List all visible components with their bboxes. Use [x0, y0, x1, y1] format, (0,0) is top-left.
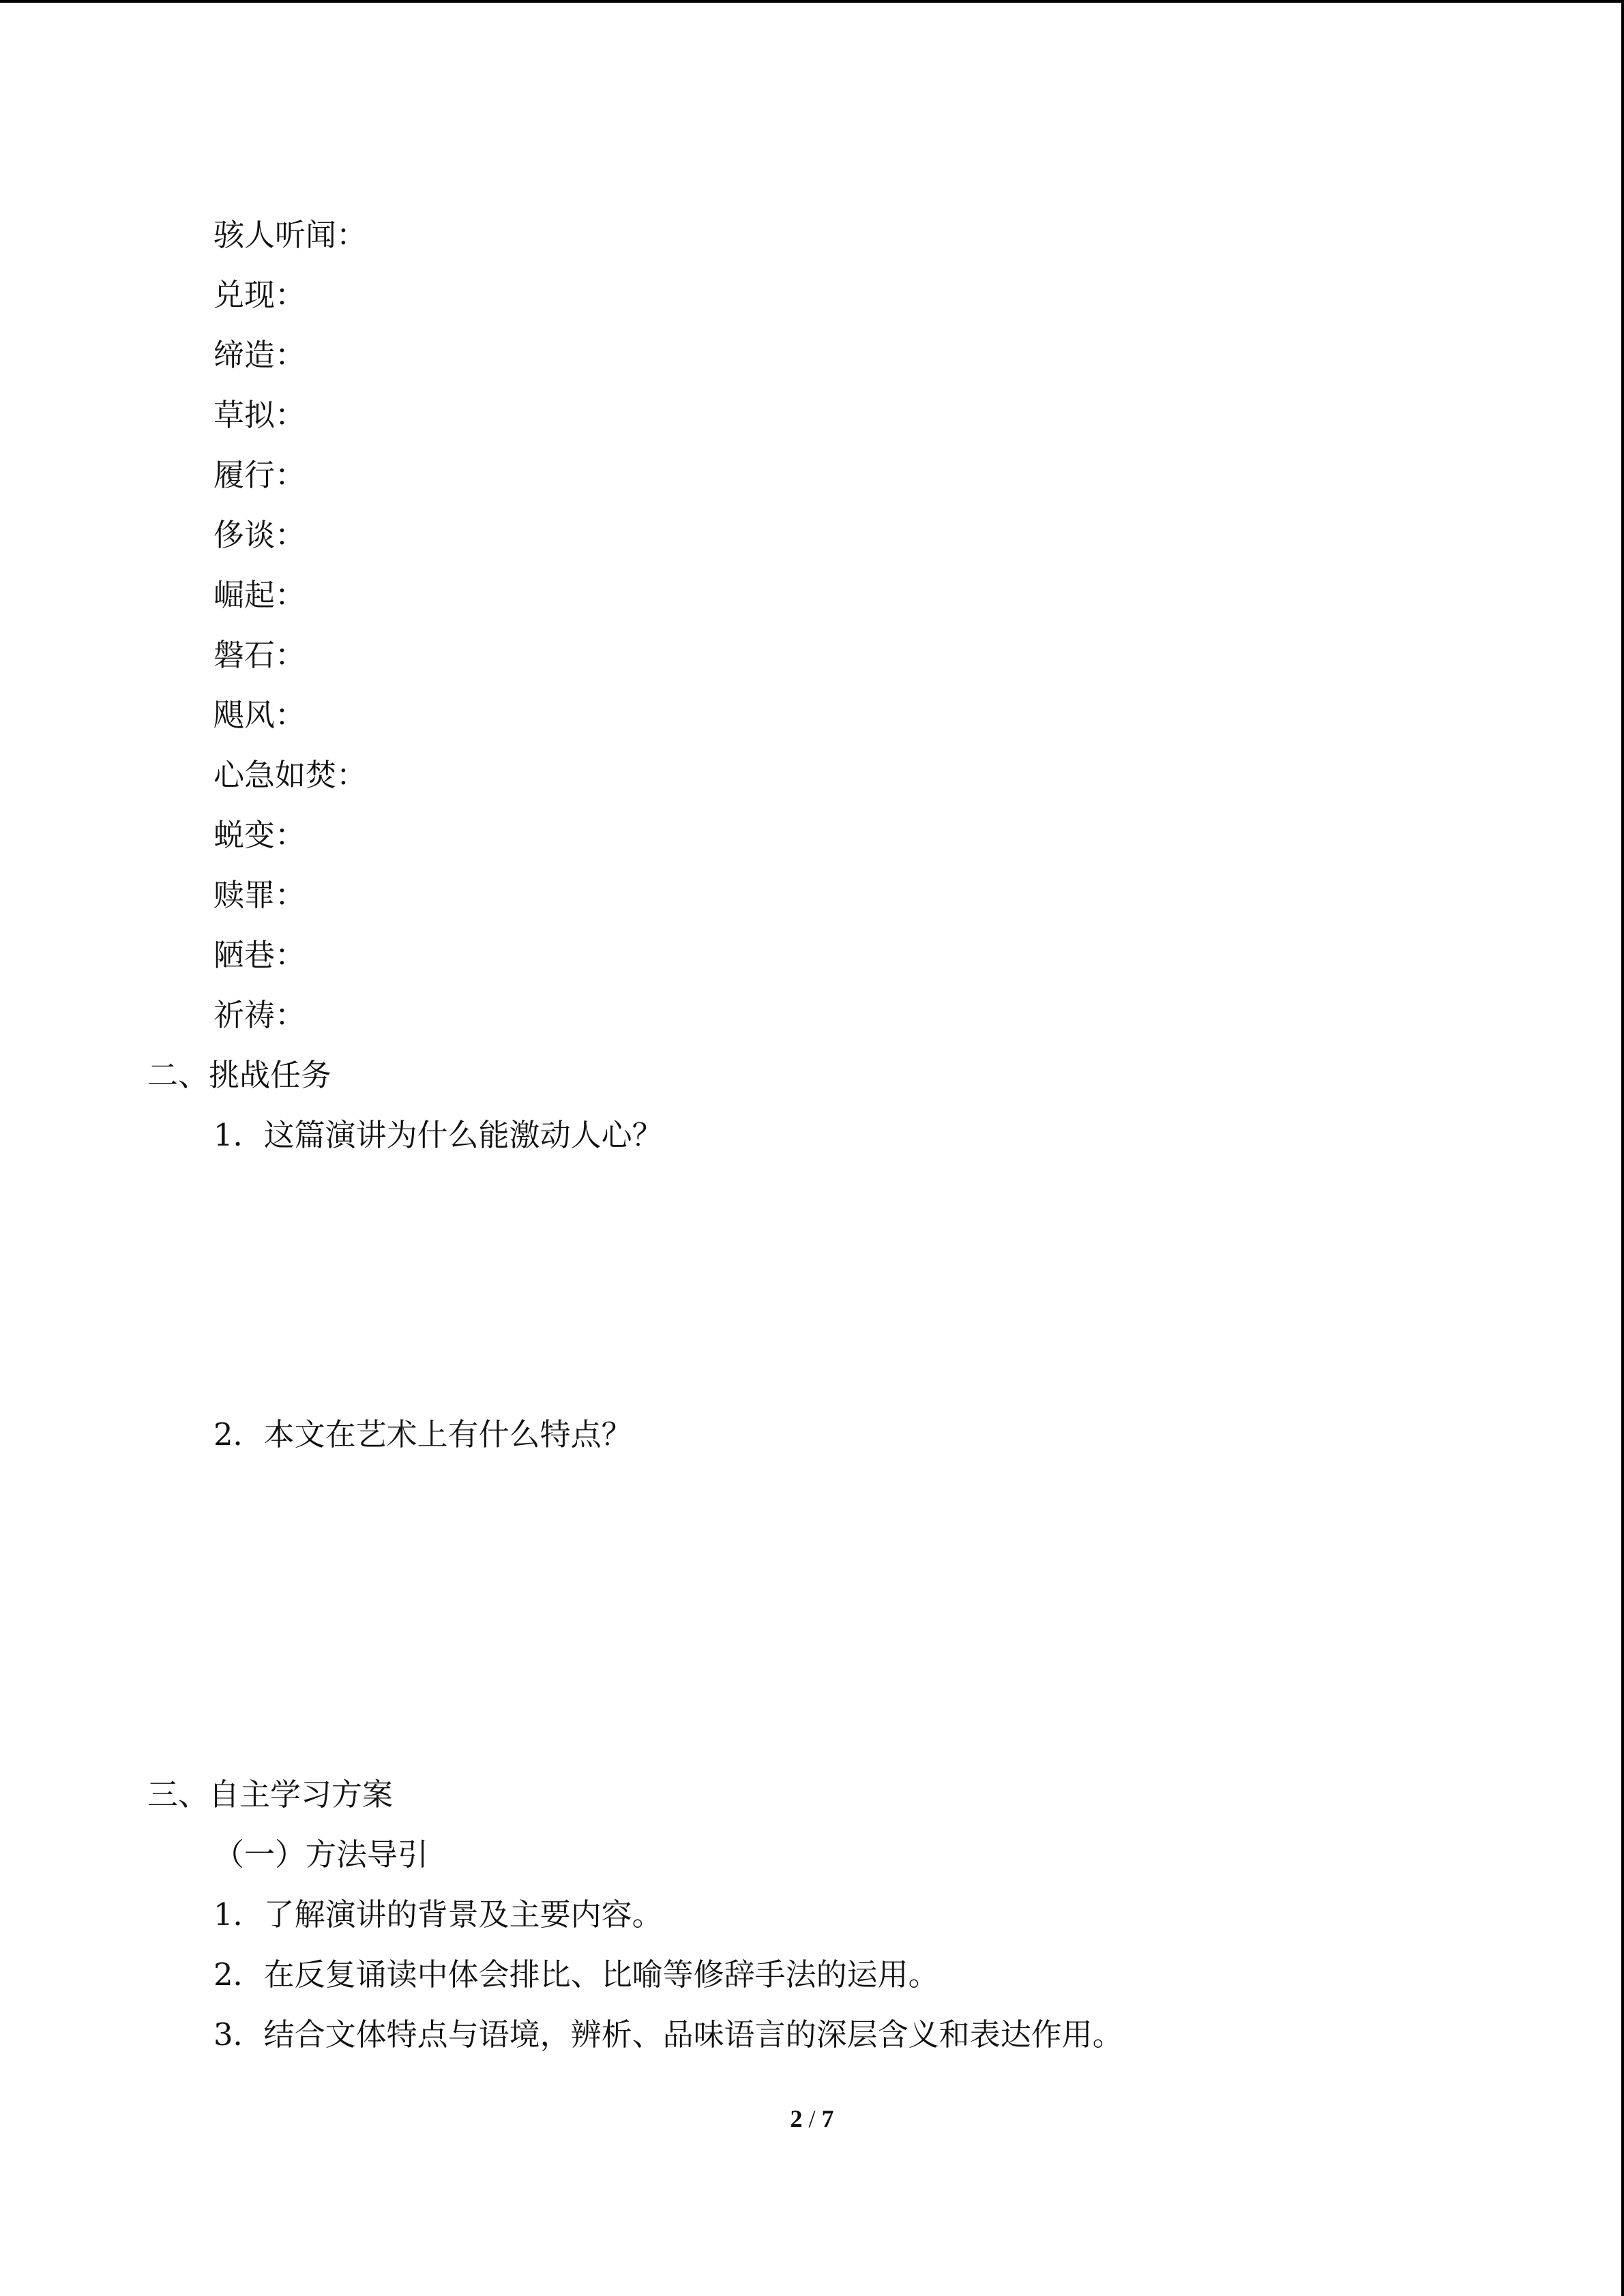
method-item: 1．了解演讲的背景及主要内容。 [213, 1896, 663, 1933]
challenge-question: 1．这篇演讲为什么能激动人心？ [213, 1117, 663, 1153]
vocab-term: 磐石： [213, 637, 306, 673]
page-number-current: 2 [790, 2105, 803, 2132]
vocab-term: 祈祷： [213, 997, 306, 1033]
vocab-term: 缔造： [213, 337, 306, 373]
section-heading-self-study: 三、自主学习方案 [147, 1776, 394, 1813]
subsection-heading-method: （一）方法导引 [213, 1836, 429, 1873]
vocab-term: 陋巷： [213, 937, 306, 973]
method-item: 3．结合文体特点与语境，辨析、品味语言的深层含义和表达作用。 [213, 2016, 1123, 2053]
vocab-term: 兑现： [213, 277, 306, 313]
vocab-term: 蜕变： [213, 817, 306, 853]
vocab-term: 草拟： [213, 397, 306, 433]
page-border-right [1621, 0, 1624, 2296]
challenge-question: 2．本文在艺术上有什么特点？ [213, 1416, 632, 1452]
method-item: 2．在反复诵读中体会排比、比喻等修辞手法的运用。 [213, 1956, 939, 1993]
vocab-term: 赎罪： [213, 877, 306, 913]
section-heading-challenge: 二、挑战任务 [147, 1057, 332, 1093]
page-number [0, 2102, 1624, 2136]
page-border-top [0, 0, 1624, 3]
vocab-term: 骇人听闻： [213, 217, 368, 253]
page-number-total: 7 [821, 2105, 834, 2132]
vocab-term: 心急如焚： [213, 757, 368, 793]
vocab-term: 崛起： [213, 577, 306, 613]
vocab-term: 履行： [213, 457, 306, 493]
page-number-separator: / [802, 2105, 822, 2132]
vocab-term: 飓风： [213, 697, 306, 733]
vocab-term: 侈谈： [213, 517, 306, 553]
